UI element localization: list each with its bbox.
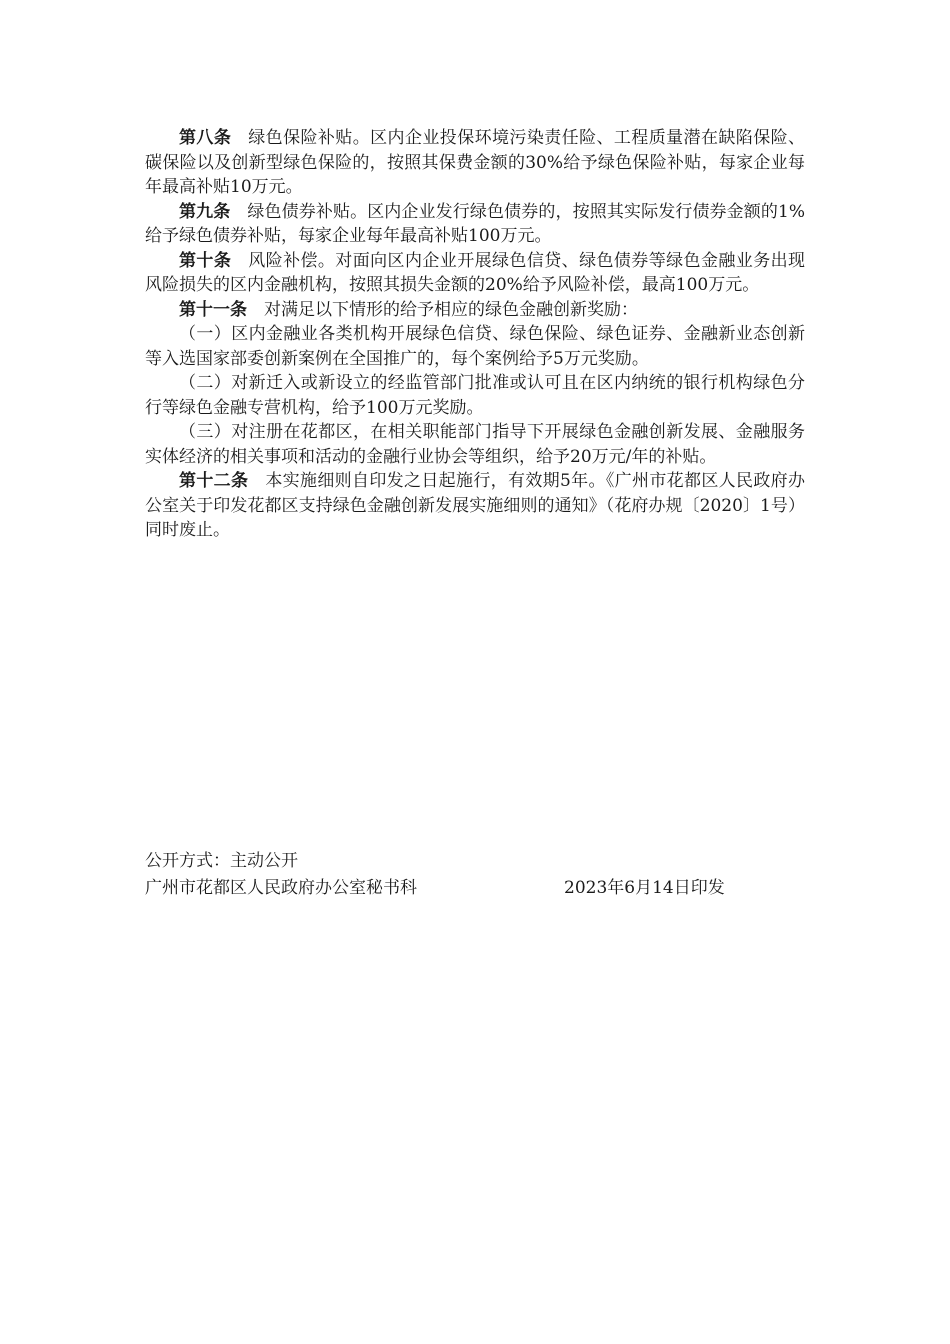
article-text: 风险补偿。对面向区内企业开展绿色信贷、绿色债券等绿色金融业务出现风险损失的区内金融机构，按照其损失金额的20%给予风险补偿，最高100万元。 xyxy=(145,250,806,295)
issue-date: 2023年6月14日印发 xyxy=(564,878,725,898)
document-footer xyxy=(145,848,805,902)
article-text: 对满足以下情形的给予相应的绿色金融创新奖励： xyxy=(264,299,638,320)
article-heading: 第九条 xyxy=(179,201,231,222)
document-body xyxy=(145,126,805,543)
list-item: （三）对注册在花都区，在相关职能部门指导下开展绿色金融创新发展、金融服务实体经济的相关事项和活动的金融行业协会等组织，给予20万元/年的补贴。 xyxy=(145,422,805,467)
list-item: （一）区内金融业各类机构开展绿色信贷、绿色保险、绿色证券、金融新业态创新等入选国家部委创新案例在全国推广的，每个案例给予5万元奖励。 xyxy=(145,324,805,369)
issue-line xyxy=(145,875,805,902)
article-text: 绿色保险补贴。区内企业投保环境污染责任险、工程质量潜在缺陷保险、碳保险以及创新型绿色保险的，按照其保费金额的30%给予绿色保险补贴，每家企业每年最高补贴10万元。 xyxy=(145,128,806,197)
article-heading: 第八条 xyxy=(179,128,232,148)
article-8 xyxy=(145,126,805,200)
article-9 xyxy=(145,200,805,249)
article-10 xyxy=(145,249,805,298)
article-text: 本实施细则自印发之日起施行，有效期5年。《广州市花都区人民政府办公室关于印发花都区支持绿色金融创新发展实施细则的通知》（花府办规〔2020〕1号）同时废止。 xyxy=(145,471,805,540)
list-item: （二）对新迁入或新设立的经监管部门批准或认可且在区内纳统的银行机构绿色分行等绿色金融专营机构，给予100万元奖励。 xyxy=(145,373,805,418)
article-heading: 第十条 xyxy=(179,250,232,271)
article-12 xyxy=(145,469,805,543)
article-text: 绿色债券补贴。区内企业发行绿色债券的，按照其实际发行债券金额的1%给予绿色债券补贴，每家企业每年最高补贴100万元。 xyxy=(145,201,806,246)
article-heading: 第十一条 xyxy=(179,299,247,320)
article-heading: 第十二条 xyxy=(179,471,249,491)
disclosure-line: 公开方式：主动公开 xyxy=(145,851,298,871)
article-11 xyxy=(145,298,805,323)
issuer-name: 广州市花都区人民政府办公室秘书科 xyxy=(145,878,417,898)
